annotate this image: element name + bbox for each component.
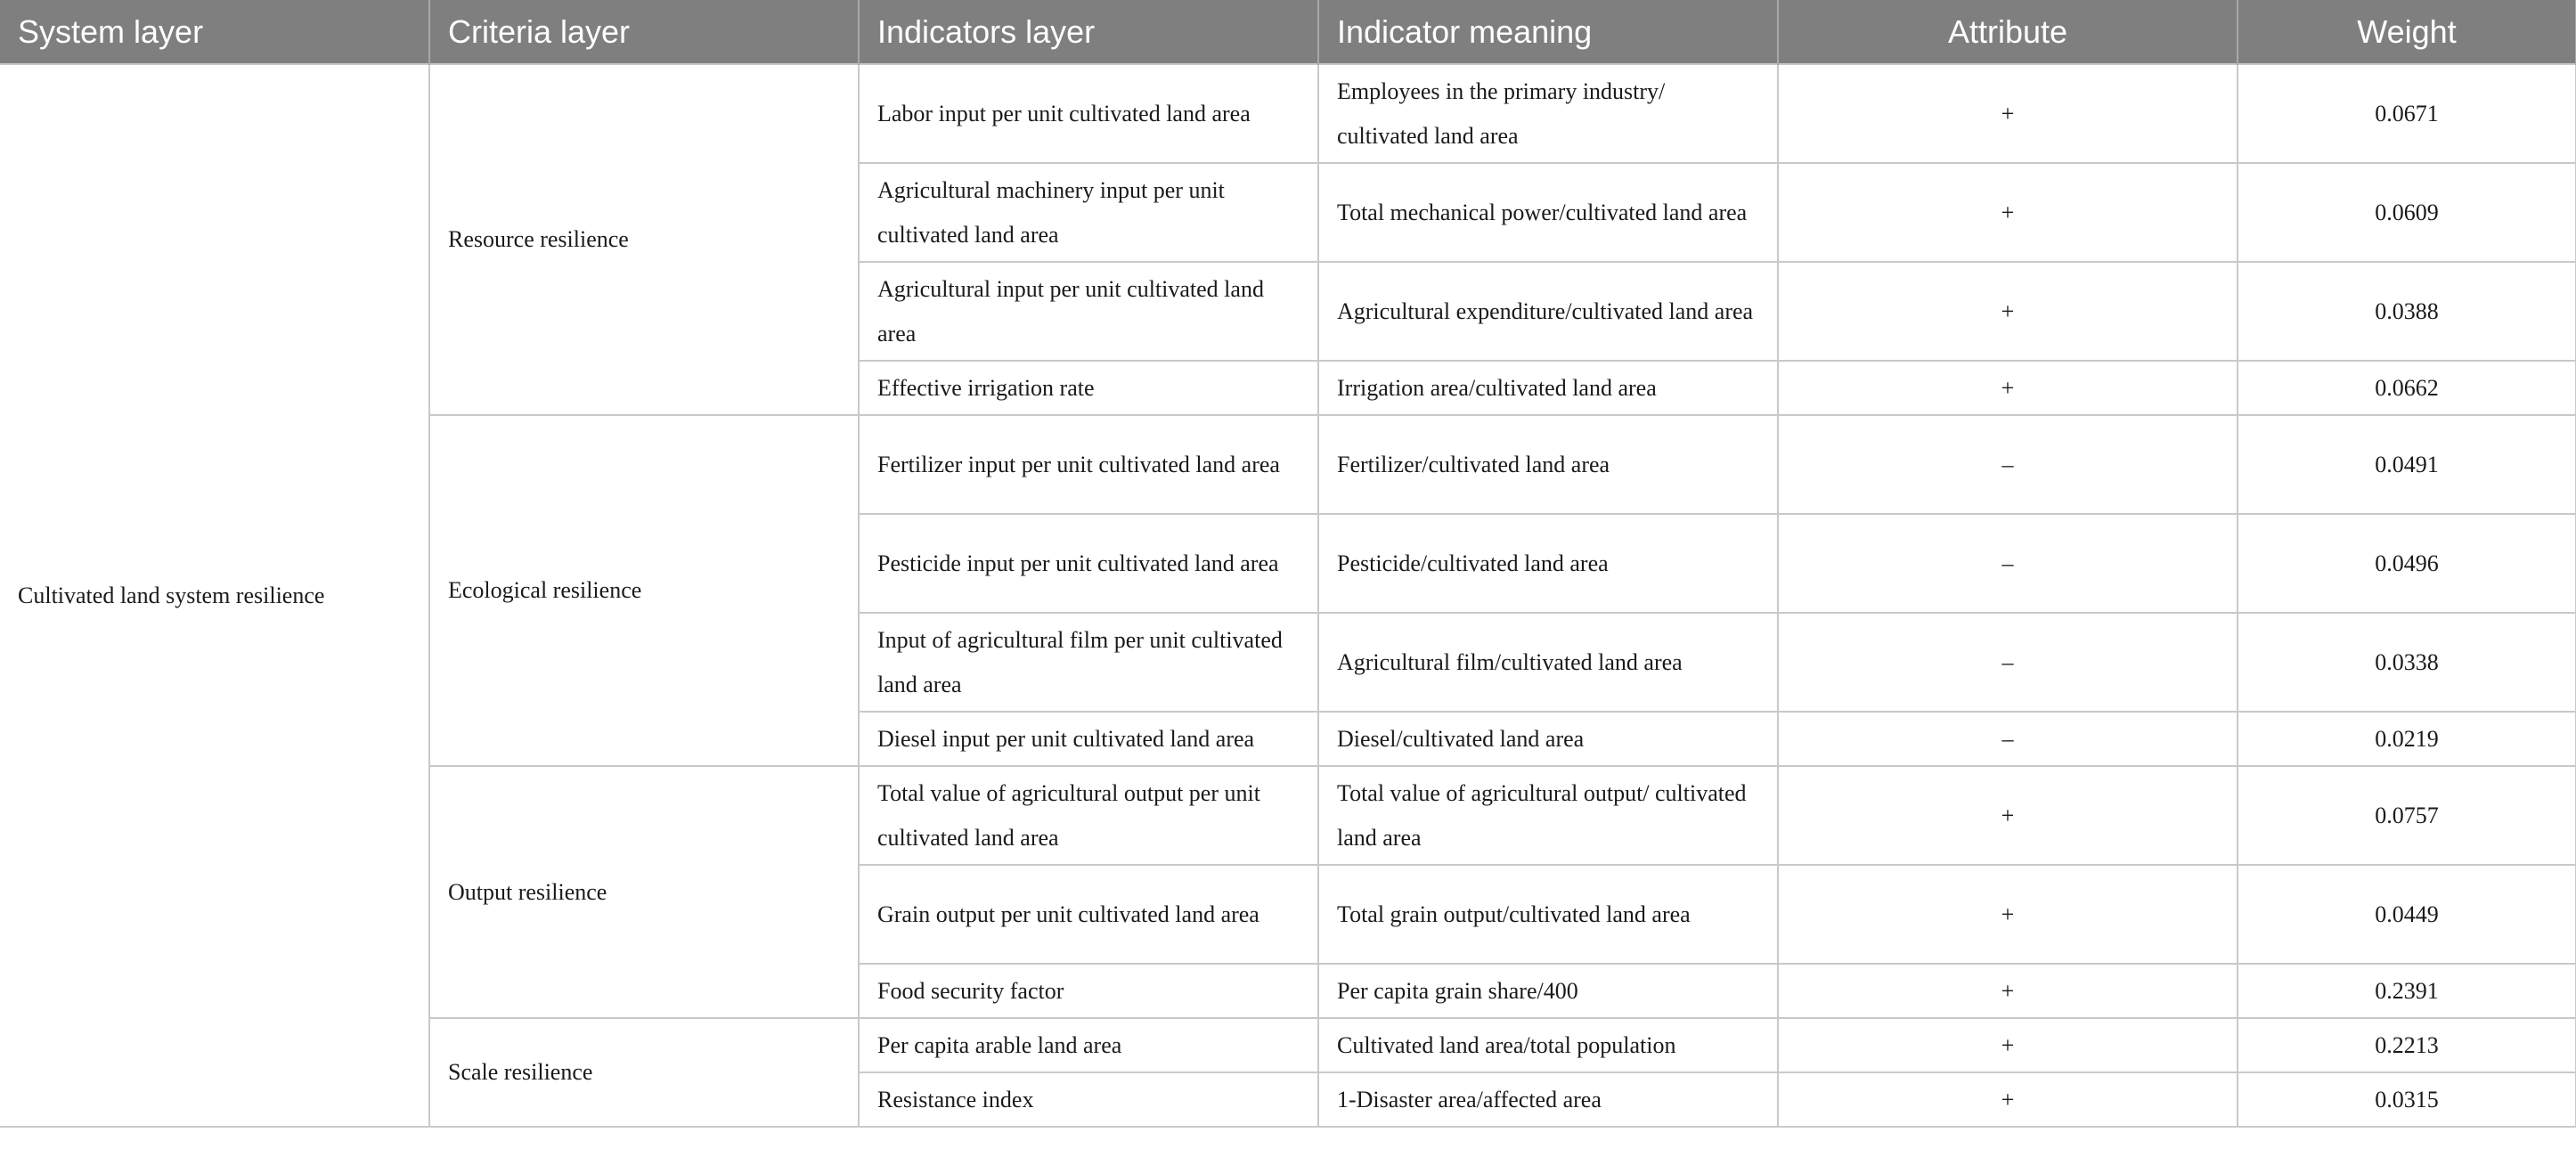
indicator-cell: Grain output per unit cultivated land area <box>859 865 1318 964</box>
indicator-cell: Labor input per unit cultivated land area <box>859 64 1318 163</box>
weight-cell: 0.0315 <box>2238 1072 2576 1127</box>
meaning-cell: Diesel/cultivated land area <box>1318 712 1778 766</box>
system-layer-cell: Cultivated land system resilience <box>0 64 429 1127</box>
attribute-cell: – <box>1778 613 2238 712</box>
attribute-cell: + <box>1778 163 2238 262</box>
weight-cell: 0.0449 <box>2238 865 2576 964</box>
weight-cell: 0.0388 <box>2238 262 2576 361</box>
header-indicators-layer: Indicators layer <box>859 0 1318 64</box>
criteria-ecological-resilience: Ecological resilience <box>429 415 859 766</box>
header-weight: Weight <box>2238 0 2576 64</box>
indicator-cell: Agricultural input per unit cultivated land area <box>859 262 1318 361</box>
indicator-cell: Fertilizer input per unit cultivated land area <box>859 415 1318 514</box>
weight-cell: 0.2213 <box>2238 1018 2576 1072</box>
attribute-cell: + <box>1778 361 2238 415</box>
meaning-cell: Agricultural expenditure/cultivated land area <box>1318 262 1778 361</box>
meaning-cell: Total grain output/cultivated land area <box>1318 865 1778 964</box>
attribute-cell: – <box>1778 514 2238 613</box>
indicator-cell: Total value of agricultural output per unit cultivated land area <box>859 766 1318 865</box>
attribute-cell: – <box>1778 415 2238 514</box>
indicator-cell: Food security factor <box>859 964 1318 1018</box>
indicator-cell: Agricultural machinery input per unit cultivated land area <box>859 163 1318 262</box>
meaning-cell: Fertilizer/cultivated land area <box>1318 415 1778 514</box>
criteria-output-resilience: Output resilience <box>429 766 859 1018</box>
weight-cell: 0.0662 <box>2238 361 2576 415</box>
weight-cell: 0.0491 <box>2238 415 2576 514</box>
meaning-cell: Irrigation area/cultivated land area <box>1318 361 1778 415</box>
indicator-cell: Resistance index <box>859 1072 1318 1127</box>
attribute-cell: + <box>1778 1072 2238 1127</box>
weight-cell: 0.0219 <box>2238 712 2576 766</box>
attribute-cell: + <box>1778 964 2238 1018</box>
meaning-cell: Agricultural film/cultivated land area <box>1318 613 1778 712</box>
meaning-cell: Pesticide/cultivated land area <box>1318 514 1778 613</box>
indicator-cell: Effective irrigation rate <box>859 361 1318 415</box>
criteria-scale-resilience: Scale resilience <box>429 1018 859 1127</box>
attribute-cell: + <box>1778 1018 2238 1072</box>
table-row <box>0 64 2576 163</box>
indicator-cell: Diesel input per unit cultivated land area <box>859 712 1318 766</box>
header-attribute: Attribute <box>1778 0 2238 64</box>
attribute-cell: + <box>1778 64 2238 163</box>
meaning-cell: Cultivated land area/total population <box>1318 1018 1778 1072</box>
attribute-cell: + <box>1778 766 2238 865</box>
meaning-cell: 1-Disaster area/affected area <box>1318 1072 1778 1127</box>
meaning-cell: Per capita grain share/400 <box>1318 964 1778 1018</box>
weight-cell: 0.2391 <box>2238 964 2576 1018</box>
weight-cell: 0.0757 <box>2238 766 2576 865</box>
header-criteria-layer: Criteria layer <box>429 0 859 64</box>
indicator-cell: Pesticide input per unit cultivated land area <box>859 514 1318 613</box>
weight-cell: 0.0671 <box>2238 64 2576 163</box>
meaning-cell: Employees in the primary industry/ cultivated land area <box>1318 64 1778 163</box>
meaning-cell: Total mechanical power/cultivated land area <box>1318 163 1778 262</box>
indicator-cell: Per capita arable land area <box>859 1018 1318 1072</box>
criteria-resource-resilience: Resource resilience <box>429 64 859 415</box>
attribute-cell: + <box>1778 865 2238 964</box>
weight-cell: 0.0609 <box>2238 163 2576 262</box>
meaning-cell: Total value of agricultural output/ cultivated land area <box>1318 766 1778 865</box>
weight-cell: 0.0496 <box>2238 514 2576 613</box>
attribute-cell: – <box>1778 712 2238 766</box>
weight-cell: 0.0338 <box>2238 613 2576 712</box>
indicator-cell: Input of agricultural film per unit cultivated land area <box>859 613 1318 712</box>
header-system-layer: System layer <box>0 0 429 64</box>
header-indicator-meaning: Indicator meaning <box>1318 0 1778 64</box>
attribute-cell: + <box>1778 262 2238 361</box>
header-row <box>0 0 2576 64</box>
